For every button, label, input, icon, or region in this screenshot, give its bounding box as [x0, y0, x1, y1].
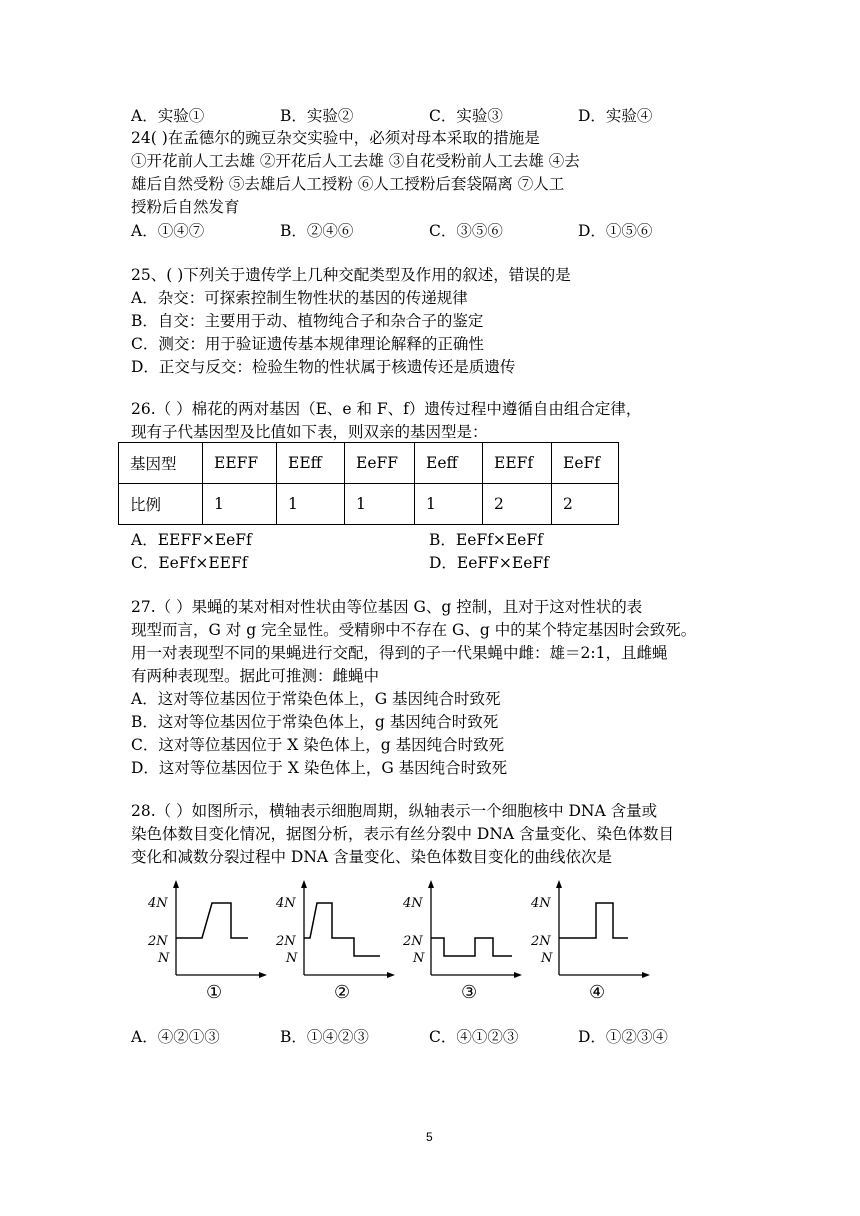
y-axis-arrow	[173, 880, 179, 888]
q23-option-c[interactable]: C．实验③	[429, 107, 503, 125]
q24-stem: 24( )在孟德尔的豌豆杂交实验中，必须对母本采取的措施是	[131, 129, 540, 147]
q28-option-b[interactable]: B．①④②③	[280, 1028, 369, 1046]
q24-line: 授粉后自然发育	[131, 198, 240, 216]
page-number: 5	[426, 1130, 433, 1144]
y-label-2n: 2N	[276, 934, 296, 949]
q25-option-b[interactable]: B．自交：主要用于动、植物纯合子和杂合子的鉴定	[131, 312, 484, 330]
table-header-cell: EeFF	[345, 443, 415, 484]
q26-stem: 26.（ ）棉花的两对基因（E、e 和 F、f）遗传过程中遵循自由组合定律，	[131, 400, 642, 418]
graph-1	[146, 878, 271, 1008]
q28-options	[0, 1025, 860, 1047]
y-label-2n: 2N	[403, 934, 423, 949]
q23-option-b[interactable]: B．实验②	[280, 107, 354, 125]
table-cell: 比例	[119, 484, 203, 525]
table-cell: 1	[345, 484, 415, 525]
q24-option-c[interactable]: C．③⑤⑥	[429, 222, 503, 240]
q25-option-d[interactable]: D．正交与反交：检验生物的性状属于核遗传还是质遗传	[131, 358, 516, 376]
q27-option-d[interactable]: D．这对等位基因位于 X 染色体上，G 基因纯合时致死	[131, 759, 508, 777]
y-label-n: N	[413, 951, 425, 966]
q28-stem: 28.（ ）如图所示，横轴表示细胞周期，纵轴表示一个细胞核中 DNA 含量或	[131, 802, 658, 820]
table-header-cell: Eeff	[415, 443, 483, 484]
y-label-2n: 2N	[531, 934, 551, 949]
x-axis-arrow	[259, 972, 267, 978]
q27-line: 用一对表现型不同的果蝇进行交配，得到的子一代果蝇中雌：雄＝2:1，且雌蝇	[131, 644, 668, 662]
y-axis-arrow	[556, 880, 562, 888]
curve-1	[176, 903, 248, 938]
q24-line: ①开花前人工去雄 ②开花后人工去雄 ③自花受粉前人工去雄 ④去	[131, 152, 580, 170]
genotype-table	[118, 442, 619, 525]
graph-4	[529, 878, 654, 1008]
table-row	[119, 443, 619, 484]
y-axis-arrow	[301, 880, 307, 888]
graph-2	[274, 878, 399, 1008]
table-header-cell: EEFF	[203, 443, 277, 484]
q25-option-c[interactable]: C．测交：用于验证遗传基本规律理论解释的正确性	[131, 335, 484, 353]
q23-options	[0, 104, 860, 126]
table-cell: 1	[415, 484, 483, 525]
table-header-cell: EeFf	[552, 443, 619, 484]
q26-options-row2	[0, 551, 860, 573]
q26-option-c[interactable]: C．EeFf×EEFf	[131, 554, 248, 572]
x-axis-arrow	[642, 972, 650, 978]
y-label-2n: 2N	[148, 934, 168, 949]
table-row	[119, 484, 619, 525]
q24-option-d[interactable]: D．①⑤⑥	[578, 222, 653, 240]
y-label-4n: 4N	[403, 896, 423, 911]
graph-number-4: ④	[589, 982, 606, 1003]
q27-option-c[interactable]: C．这对等位基因位于 X 染色体上，g 基因纯合时致死	[131, 736, 505, 754]
graph-3	[401, 878, 526, 1008]
q23-option-a[interactable]: A．实验①	[131, 107, 205, 125]
y-label-n: N	[286, 951, 298, 966]
q25-option-a[interactable]: A．杂交：可探索控制生物性状的基因的传递规律	[131, 289, 468, 307]
q27-line: 有两种表现型。据此可推测：雌蝇中	[131, 667, 380, 685]
q27-line: 现型而言，G 对 g 完全显性。受精卵中不存在 G、g 中的某个特定基因时会致死。	[131, 621, 697, 639]
q25-stem: 25、( )下列关于遗传学上几种交配类型及作用的叙述，错误的是	[131, 266, 571, 284]
q28-option-d[interactable]: D．①②③④	[578, 1028, 668, 1046]
y-label-4n: 4N	[148, 896, 168, 911]
x-axis-arrow	[514, 972, 522, 978]
q26-option-d[interactable]: D．EeFF×EeFf	[429, 554, 549, 572]
q24-options	[0, 219, 860, 241]
y-label-n: N	[158, 951, 170, 966]
y-label-4n: 4N	[531, 896, 551, 911]
q23-option-d[interactable]: D．实验④	[578, 107, 653, 125]
q26-option-b[interactable]: B．EeFf×EeFf	[429, 531, 543, 549]
q24-option-a[interactable]: A．①④⑦	[131, 222, 205, 240]
q27-option-a[interactable]: A．这对等位基因位于常染色体上，G 基因纯合时致死	[131, 690, 501, 708]
q27-option-b[interactable]: B．这对等位基因位于常染色体上，g 基因纯合时致死	[131, 713, 499, 731]
graph-number-3: ③	[461, 982, 478, 1003]
q28-line: 变化和减数分裂过程中 DNA 含量变化、染色体数目变化的曲线依次是	[131, 848, 613, 866]
q28-option-c[interactable]: C．④①②③	[429, 1028, 519, 1046]
y-label-n: N	[541, 951, 553, 966]
table-header-cell: EEFf	[483, 443, 552, 484]
graph-number-2: ②	[334, 982, 351, 1003]
table-header-cell: 基因型	[119, 443, 203, 484]
q26-line: 现有子代基因型及比值如下表，则双亲的基因型是：	[131, 423, 488, 441]
y-axis-arrow	[428, 880, 434, 888]
curve-3	[431, 938, 512, 956]
table-header-cell: EEff	[277, 443, 345, 484]
q27-stem: 27.（ ）果蝇的某对相对性状由等位基因 G、g 控制，且对于这对性状的表	[131, 598, 643, 616]
q26-option-a[interactable]: A．EEFF×EeFf	[131, 531, 252, 549]
table-cell: 1	[203, 484, 277, 525]
table-cell: 2	[483, 484, 552, 525]
table-cell: 2	[552, 484, 619, 525]
x-axis-arrow	[387, 972, 395, 978]
q28-line: 染色体数目变化情况，据图分析，表示有丝分裂中 DNA 含量变化、染色体数目	[131, 825, 675, 843]
y-label-4n: 4N	[276, 896, 296, 911]
table-cell: 1	[277, 484, 345, 525]
curve-4	[559, 903, 628, 938]
q24-option-b[interactable]: B．②④⑥	[280, 222, 354, 240]
q28-option-a[interactable]: A．④②①③	[131, 1028, 220, 1046]
curve-2	[304, 903, 380, 956]
q24-line: 雄后自然受粉 ⑤去雄后人工授粉 ⑥人工授粉后套袋隔离 ⑦人工	[131, 175, 565, 193]
q26-options-row1	[0, 528, 860, 550]
graph-number-1: ①	[206, 982, 223, 1003]
